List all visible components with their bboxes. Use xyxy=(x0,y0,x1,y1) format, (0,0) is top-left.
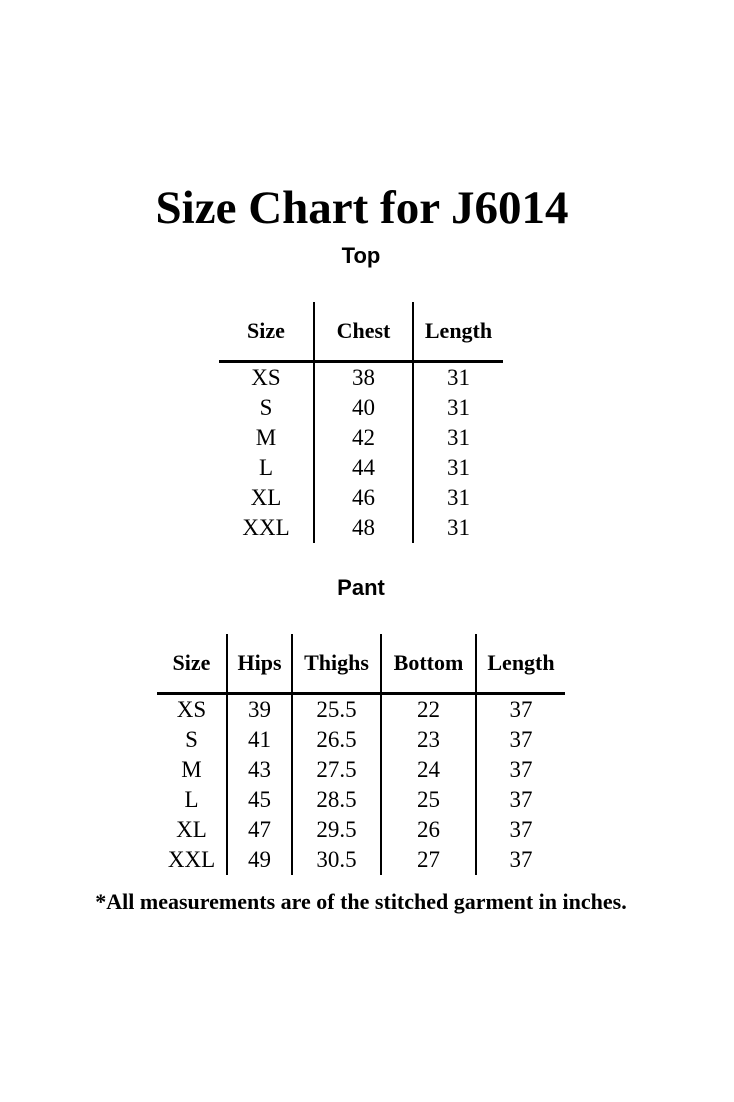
table-cell: L xyxy=(184,787,199,812)
table-cell: 48 xyxy=(314,513,413,543)
column-header-length: Length xyxy=(476,634,565,694)
table-cell: 43 xyxy=(227,755,292,785)
table-cell: 24 xyxy=(381,755,476,785)
table-cell: 26 xyxy=(381,815,476,845)
column-header-size: Size xyxy=(157,634,227,694)
table-cell: XS xyxy=(251,365,281,390)
table-cell: 41 xyxy=(227,725,292,755)
column-header-length: Length xyxy=(413,302,503,362)
table-cell: 31 xyxy=(413,453,503,483)
table-cell: 38 xyxy=(314,362,413,394)
table-row xyxy=(157,815,565,845)
table-row xyxy=(157,725,565,755)
table-header-row xyxy=(157,634,565,694)
column-header-thighs: Thighs xyxy=(292,634,381,694)
table-cell: 25.5 xyxy=(292,694,381,726)
pant-section-title: Pant xyxy=(337,575,385,600)
table-header-row xyxy=(219,302,503,362)
table-cell: 22 xyxy=(381,694,476,726)
table-cell: 47 xyxy=(227,815,292,845)
table-cell: 37 xyxy=(476,725,565,755)
column-header-bottom: Bottom xyxy=(381,634,476,694)
table-row xyxy=(157,755,565,785)
table-cell: 31 xyxy=(413,423,503,453)
table-cell: 26.5 xyxy=(292,725,381,755)
table-cell: 28.5 xyxy=(292,785,381,815)
column-header-chest: Chest xyxy=(314,302,413,362)
table-cell: 27 xyxy=(381,845,476,875)
table-cell: 37 xyxy=(476,785,565,815)
column-header-size: Size xyxy=(219,302,314,362)
table-cell: 31 xyxy=(413,513,503,543)
table-cell: 44 xyxy=(314,453,413,483)
column-header-hips: Hips xyxy=(227,634,292,694)
pant-size-table xyxy=(157,634,565,875)
table-cell: 42 xyxy=(314,423,413,453)
table-row xyxy=(219,393,503,423)
table-cell: 37 xyxy=(476,755,565,785)
table-cell: S xyxy=(259,395,273,420)
table-row xyxy=(219,362,503,394)
table-cell: M xyxy=(255,425,277,450)
table-cell: 45 xyxy=(227,785,292,815)
table-row xyxy=(157,785,565,815)
table-row xyxy=(219,453,503,483)
table-row xyxy=(219,483,503,513)
table-cell: XL xyxy=(176,817,207,842)
table-row xyxy=(219,513,503,543)
table-cell: L xyxy=(258,455,274,480)
table-cell: XL xyxy=(250,485,282,510)
table-cell: XXL xyxy=(167,847,216,872)
table-row xyxy=(157,694,565,726)
top-size-table xyxy=(219,302,503,543)
table-cell: XXL xyxy=(242,515,290,540)
table-cell: M xyxy=(181,757,202,782)
table-cell: 31 xyxy=(413,362,503,394)
table-cell: 29.5 xyxy=(292,815,381,845)
table-cell: 37 xyxy=(476,694,565,726)
table-cell: 39 xyxy=(227,694,292,726)
table-cell: S xyxy=(185,727,198,752)
table-cell: 37 xyxy=(476,815,565,845)
table-cell: XS xyxy=(176,697,207,722)
measurement-footnote: *All measurements are of the stitched garment in inches. xyxy=(95,889,627,914)
table-cell: 31 xyxy=(413,393,503,423)
table-cell: 49 xyxy=(227,845,292,875)
table-cell: 40 xyxy=(314,393,413,423)
top-section-title: Top xyxy=(341,243,381,268)
table-cell: 31 xyxy=(413,483,503,513)
table-row xyxy=(157,845,565,875)
table-cell: 37 xyxy=(476,845,565,875)
table-cell: 27.5 xyxy=(292,755,381,785)
table-cell: 46 xyxy=(314,483,413,513)
table-cell: 25 xyxy=(381,785,476,815)
table-cell: 23 xyxy=(381,725,476,755)
page-title: Size Chart for J6014 xyxy=(155,182,569,235)
table-cell: 30.5 xyxy=(292,845,381,875)
table-row xyxy=(219,423,503,453)
